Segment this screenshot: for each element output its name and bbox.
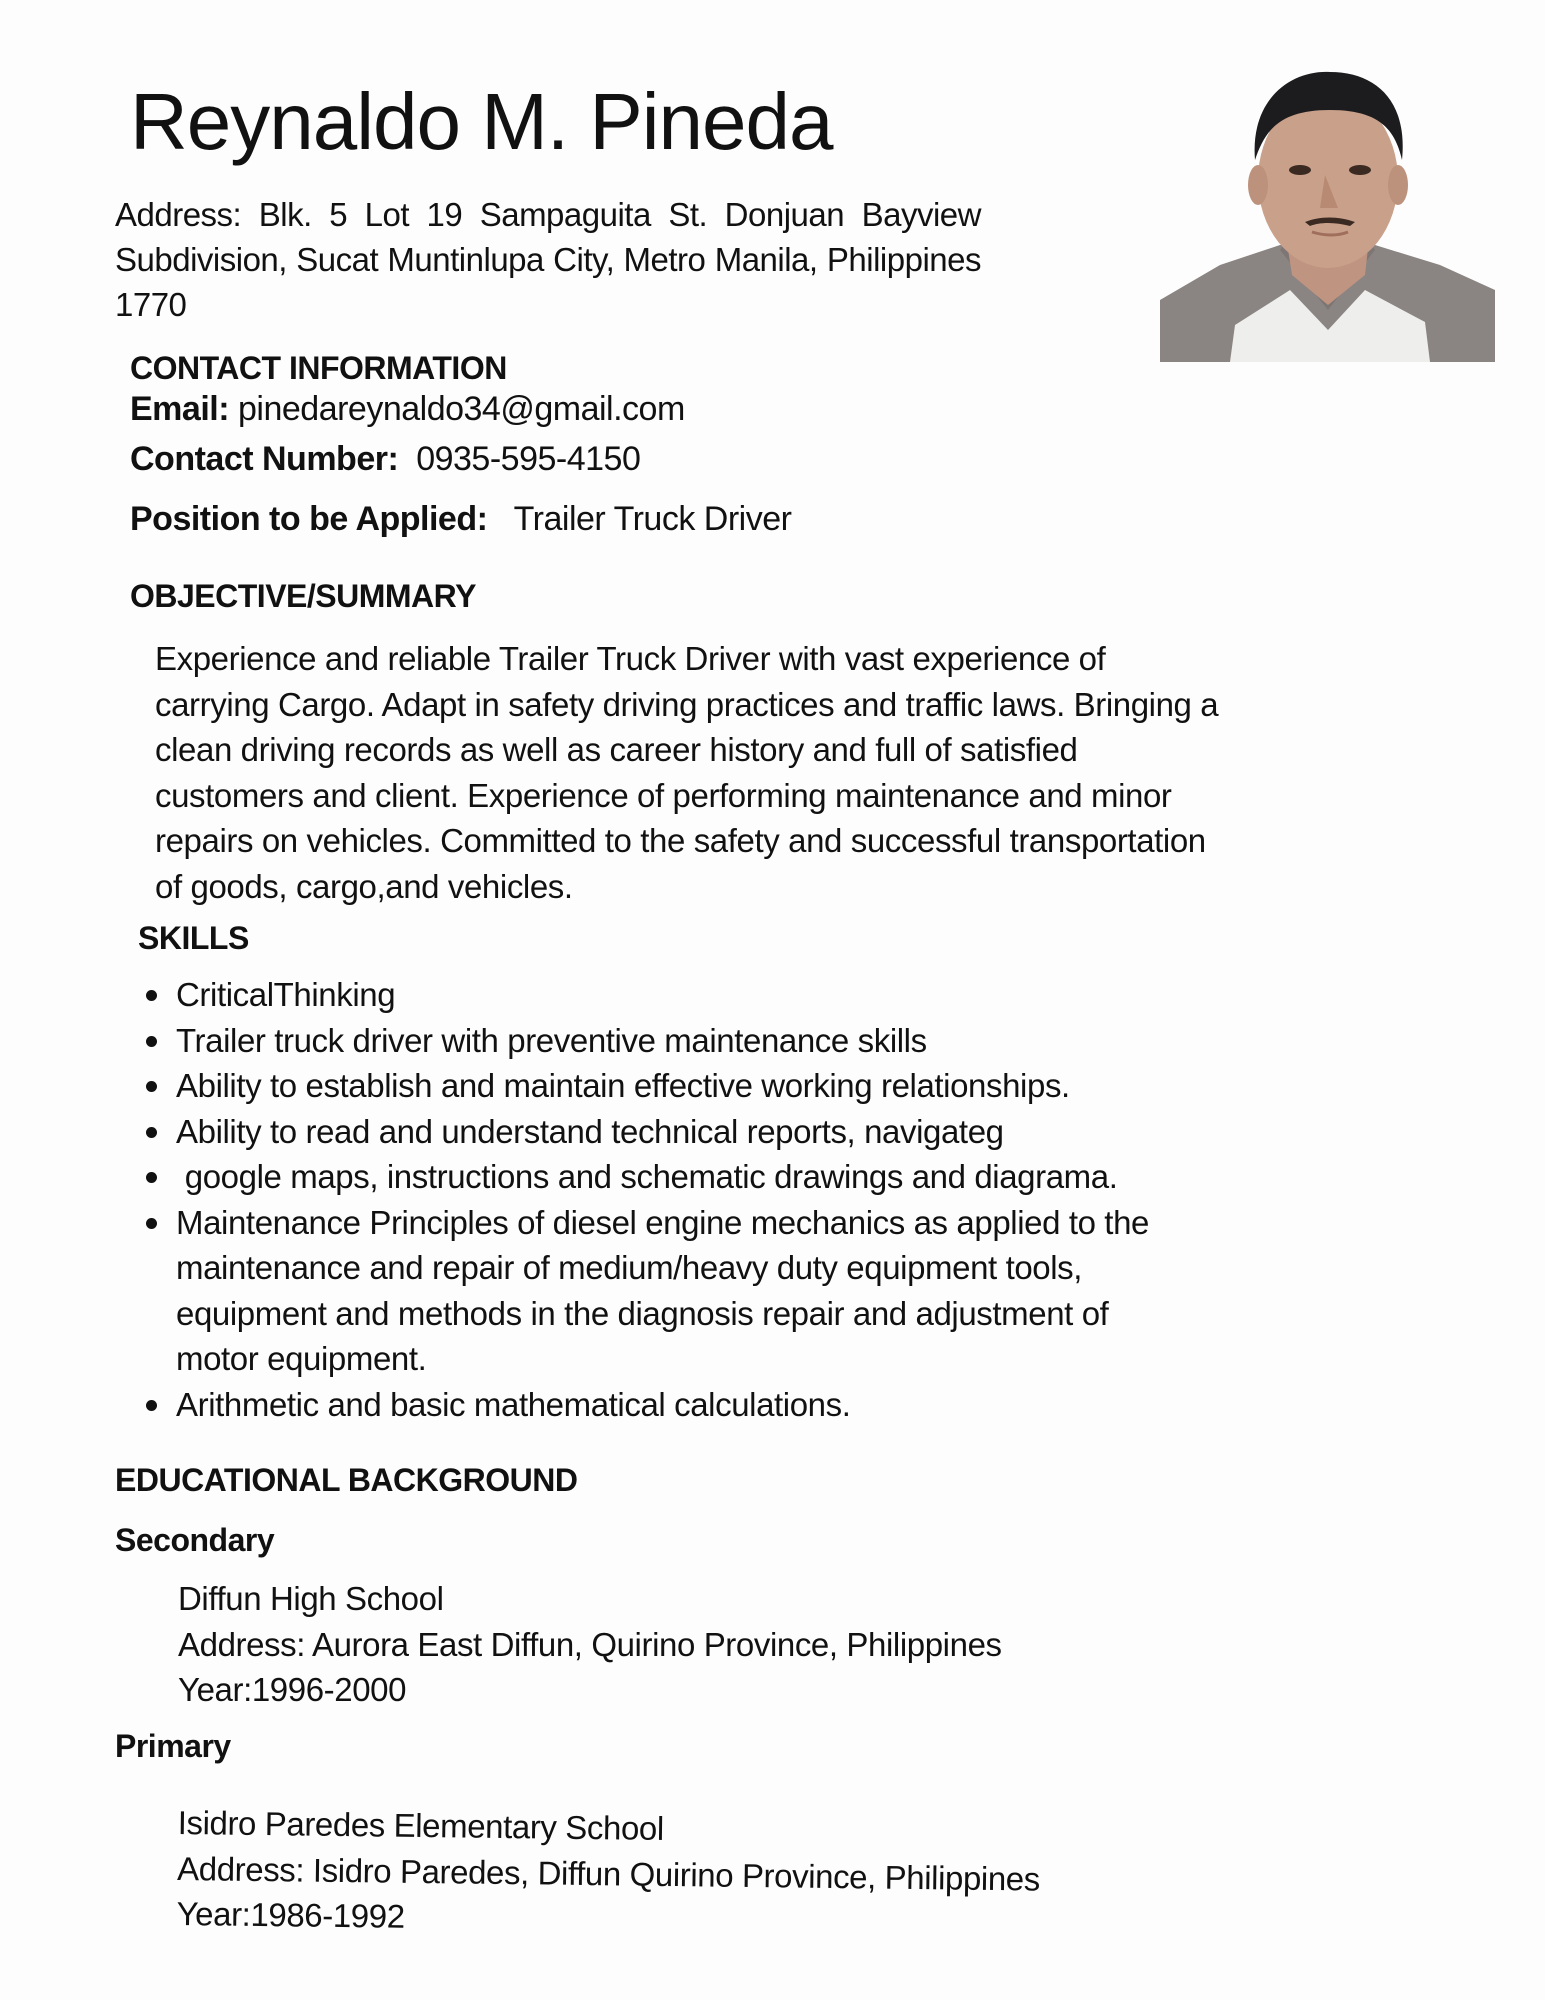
position-value: Trailer Truck Driver <box>513 500 792 538</box>
email-value: pinedareynaldo34@gmail.com <box>238 390 685 428</box>
primary-label: Primary <box>115 1728 231 1764</box>
skill-text: Arithmetic and basic mathematical calculations. <box>176 1385 851 1423</box>
email-row <box>130 390 685 429</box>
phone-row <box>130 440 640 479</box>
skill-text: motor equipment. <box>176 1340 427 1377</box>
objective-section-title: OBJECTIVE/SUMMARY <box>130 578 476 614</box>
bullet-icon <box>146 1036 157 1047</box>
objective-line: carrying Cargo. Adapt in safety driving practices and traffic laws. Bringing a <box>155 685 1219 723</box>
skill-text: google maps, instructions and schematic drawings and diagrama. <box>176 1158 1118 1195</box>
person-portrait-icon <box>1160 60 1495 362</box>
skills-section-title: SKILLS <box>138 920 249 956</box>
objective-line: repairs on vehicles. Committed to the safety and successful transportation <box>155 822 1206 859</box>
home-address: Address: Blk. 5 Lot 19 Sampaguita St. Donjuan Bayview Subdivision, Sucat Muntinlupa City, Metro Manila, Philippines 1770 <box>115 196 981 323</box>
skill-item <box>140 1382 1340 1428</box>
primary-school-block <box>176 1800 1040 1947</box>
secondary-school-year: Year:1996-2000 <box>178 1671 407 1708</box>
primary-school-name: Isidro Paredes Elementary School <box>177 1803 665 1847</box>
secondary-school-address: Address: Aurora East Diffun, Quirino Province, Philippines <box>178 1625 1002 1663</box>
skill-text: Maintenance Principles of diesel engine mechanics as applied to the <box>176 1203 1149 1241</box>
secondary-school-name: Diffun High School <box>178 1580 444 1617</box>
bullet-icon <box>146 1127 157 1138</box>
primary-school-address: Address: Isidro Paredes, Diffun Quirino Province, Philippines <box>176 1849 1041 1898</box>
skill-text: CriticalThinking <box>176 976 396 1013</box>
applicant-name: Reynaldo M. Pineda <box>130 77 833 166</box>
contact-section-title: CONTACT INFORMATION <box>130 350 507 386</box>
email-label: Email: <box>130 390 230 428</box>
phone-label: Contact Number: <box>130 440 399 478</box>
skill-item <box>140 1154 1340 1200</box>
skill-item <box>140 1063 1340 1109</box>
bullet-icon <box>146 990 157 1001</box>
skill-item <box>140 1018 1340 1064</box>
skill-text: maintenance and repair of medium/heavy duty equipment tools, <box>176 1249 1083 1286</box>
skill-text: equipment and methods in the diagnosis repair and adjustment of <box>176 1294 1109 1332</box>
skill-text: Trailer truck driver with preventive maintenance skills <box>176 1021 927 1059</box>
skill-text: Ability to establish and maintain effective working relationships. <box>176 1067 1070 1104</box>
primary-school-year: Year:1986-1992 <box>176 1894 405 1935</box>
skill-item <box>140 972 1340 1018</box>
bullet-icon <box>146 1172 157 1183</box>
phone-value: 0935-595-4150 <box>416 440 641 478</box>
objective-line: Experience and reliable Trailer Truck Driver with vast experience of <box>155 640 1106 677</box>
skills-list <box>140 972 1340 1427</box>
profile-photo <box>1160 60 1495 362</box>
education-section-title: EDUCATIONAL BACKGROUND <box>115 1462 578 1498</box>
objective-line: customers and client. Experience of performing maintenance and minor <box>155 776 1172 814</box>
objective-line: clean driving records as well as career history and full of satisfied <box>155 731 1078 768</box>
skill-text: Ability to read and understand technical reports, navigateg <box>176 1112 1004 1150</box>
position-label: Position to be Applied: <box>130 500 488 538</box>
skill-item <box>140 1200 1340 1382</box>
skill-item <box>140 1109 1340 1155</box>
secondary-label: Secondary <box>115 1522 275 1558</box>
secondary-school-block <box>178 1576 1002 1713</box>
objective-line: of goods, cargo,and vehicles. <box>155 867 573 905</box>
bullet-icon <box>146 1218 157 1229</box>
bullet-icon <box>146 1081 157 1092</box>
bullet-icon <box>146 1400 157 1411</box>
position-row <box>130 500 791 539</box>
objective-text <box>155 636 1355 909</box>
